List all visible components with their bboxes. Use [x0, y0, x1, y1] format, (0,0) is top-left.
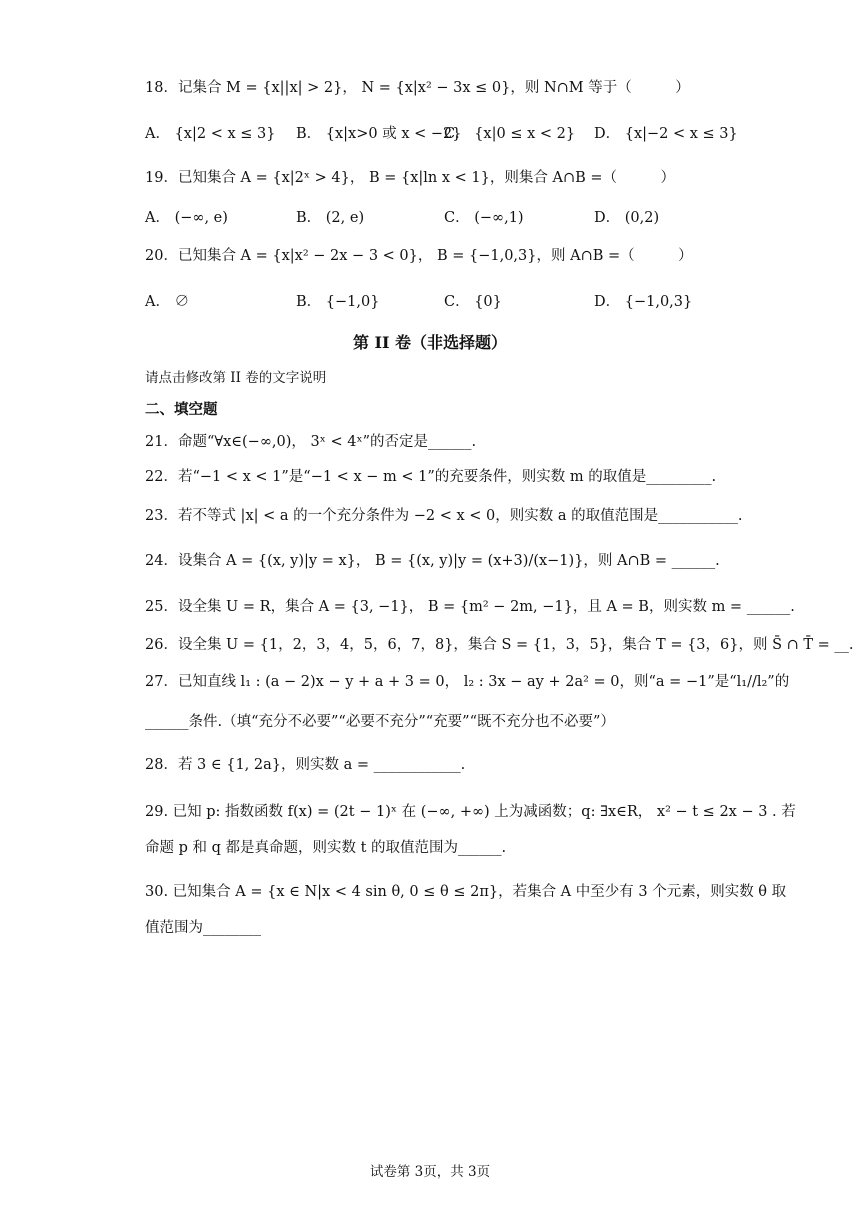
question-26: 26．设全集 U = {1，2，3，4，5，6，7，8}，集合 S = {1，3，5}，集合 T = {3，6}，则 S̄ ∩ T̄ = __.	[145, 637, 854, 653]
question-25: 25．设全集 U = R，集合 A = {3, −1}， B = {m² − 2m, −1}，且 A = B，则实数 m = ______.	[145, 599, 795, 615]
q19-option-b: B． (2, e)	[296, 210, 365, 226]
q18-option-d: D． {x|−2 < x ≤ 3}	[594, 126, 738, 142]
q18-option-c: C． {x|0 ≤ x < 2}	[444, 126, 576, 142]
q19-option-c: C． (−∞,1)	[444, 210, 524, 226]
q19-option-d: D． (0,2)	[594, 210, 660, 226]
question-29-line-2: 命题 p 和 q 都是真命题，则实数 t 的取值范围为______.	[145, 840, 507, 856]
question-27-line-1: 27．已知直线 l₁ : (a − 2)x − y + a + 3 = 0， l₂ : 3x − ay + 2a² = 0，则“a = −1”是“l₁//l₂”的	[145, 674, 790, 690]
part-two-note: 请点击修改第 II 卷的文字说明	[145, 370, 327, 386]
q19-option-a: A． (−∞, e)	[145, 210, 228, 226]
q20-option-a: A． ∅	[145, 294, 190, 310]
question-19-stem: 19．已知集合 A = {x|2ˣ > 4}， B = {x|ln x < 1}，则集合 A∩B =（ ）	[145, 170, 676, 186]
part-two-title: 第 II 卷（非选择题）	[352, 333, 508, 352]
q20-option-d: D． {−1,0,3}	[594, 294, 693, 310]
question-24: 24．设集合 A = {(x, y)|y = x}， B = {(x, y)|y = (x+3)/(x−1)}，则 A∩B = ______.	[145, 553, 720, 569]
question-23: 23．若不等式 |x| < a 的一个充分条件为 −2 < x < 0，则实数 a 的取值范围是___________.	[145, 508, 743, 524]
q18-option-a: A． {x|2 < x ≤ 3}	[145, 126, 276, 142]
question-21: 21．命题“∀x∈(−∞,0)， 3ˣ < 4ˣ”的否定是______.	[145, 434, 477, 450]
q18-option-b: B． {x|x>0 或 x < −2}	[296, 126, 462, 142]
question-20-stem: 20．已知集合 A = {x|x² − 2x − 3 < 0}， B = {−1,0,3}，则 A∩B =（ ）	[145, 248, 693, 264]
question-29-line-1: 29. 已知 p: 指数函数 f(x) = (2t − 1)ˣ 在 (−∞, +∞) 上为减函数；q: ∃x∈R， x² − t ≤ 2x − 3 . 若	[145, 804, 796, 820]
question-22: 22．若“−1 < x < 1”是“−1 < x − m < 1”的充要条件，则实数 m 的取值是_________.	[145, 469, 717, 485]
question-27-line-2: ______条件.（填“充分不必要”“必要不充分”“充要”“既不充分也不必要”）	[145, 714, 615, 730]
question-28: 28．若 3 ∈ {1, 2a}，则实数 a = ____________.	[145, 757, 466, 773]
question-30-line-1: 30. 已知集合 A = {x ∈ N|x < 4 sin θ, 0 ≤ θ ≤ 2π}，若集合 A 中至少有 3 个元素，则实数 θ 取	[145, 884, 787, 900]
question-18-stem: 18．记集合 M = {x||x| > 2}， N = {x|x² − 3x ≤ 0}，则 N∩M 等于（ ）	[145, 80, 690, 96]
section-fill-blank-heading: 二、填空题	[145, 401, 218, 418]
page-footer: 试卷第 3页，共 3页	[369, 1164, 491, 1180]
q20-option-b: B． {−1,0}	[296, 294, 380, 310]
question-30-line-2: 值范围为________	[145, 920, 261, 936]
q20-option-c: C． {0}	[444, 294, 502, 310]
